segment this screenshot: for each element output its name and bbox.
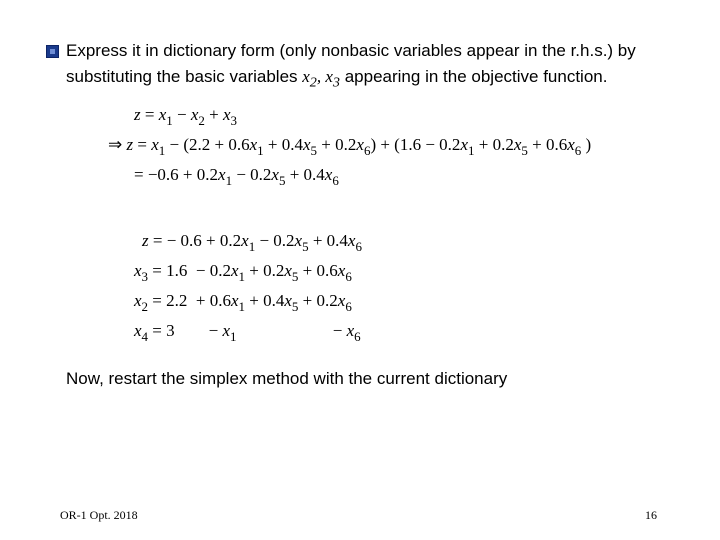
derivation-line-2: ⇒ $z = x_1 - (2.2 + 0.6x_1 + 0.4x_5 + 0.2x_6) + (1.6 - 0.2x_1 + 0.2x_5 + 0.6x_6$ ) xyxy=(108,135,592,158)
dictionary-row-z: z = − $0.6 + 0.2x_1 - 0.2x_5 + 0.4x_6$ xyxy=(142,231,362,254)
bullet-icon xyxy=(46,45,59,58)
bullet-line-1: Express it in dictionary form (only nonbasic variables appear in the r.h.s.) by xyxy=(66,41,636,60)
bullet-line-2-post: appearing in the objective function. xyxy=(340,67,608,86)
bullet-line-2-pre: substituting the basic variables xyxy=(66,67,303,86)
restart-note: Now, restart the simplex method with the current dictionary xyxy=(66,369,508,388)
dictionary-row-x2: $x_2 = 2.2 + 0.6x_1 + 0.4x_5 + 0.2x_6$ xyxy=(134,291,352,314)
derivation-line-1: $z = x_1 - x_2 + x_3$ xyxy=(134,105,238,128)
basic-vars: $x_2$, $x_3$ xyxy=(302,67,340,91)
footer-course: OR-1 Opt. 2018 xyxy=(60,508,138,522)
derivation-line-3: = $-0.6 + 0.2x_1 - 0.2x_5 + 0.4x_6$ xyxy=(134,165,339,188)
bullet-line-2 xyxy=(66,64,607,95)
dictionary-row-x3: $x_3 = 1.6 - 0.2x_1 + 0.2x_5 + 0.6x_6$ xyxy=(134,261,352,284)
dictionary-row-x4: $x_4 = 3$ − $x_1 - x_6$ xyxy=(134,321,361,344)
page-number: 16 xyxy=(645,508,657,522)
